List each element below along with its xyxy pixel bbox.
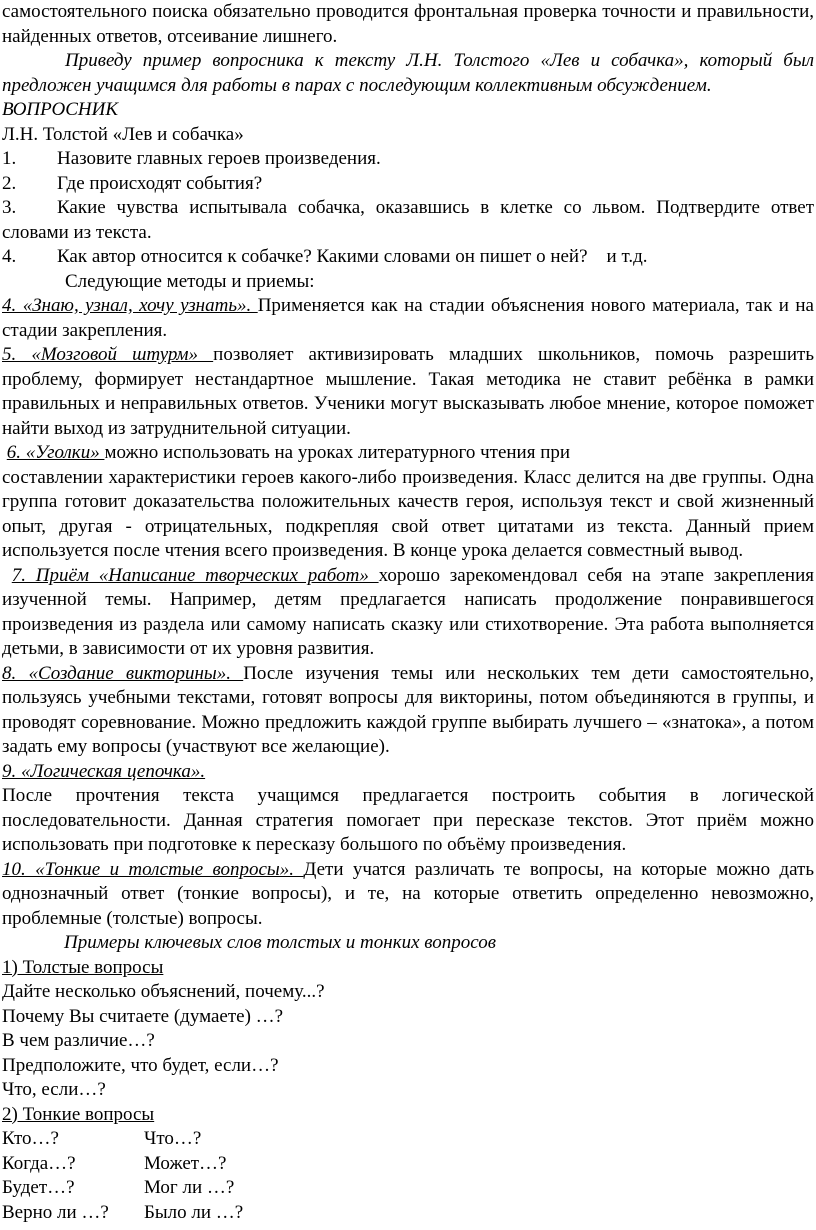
question-text: Какие чувства испытывала собачка, оказавшись в клетке со львом. Подтвердите ответ словами из текста. <box>2 197 814 243</box>
method-text: хорошо зарекомендовал себя на этапе закрепления изученной темы. Например, детям предлагается написать продолжение понравившегося произведения из раздела или самому написать сказку или стихотворение. Эта работа выполняется детьми, в зависимости от их уровня развития. <box>2 564 815 659</box>
examples-heading: Примеры ключевых слов толстых и тонких вопросов <box>64 932 496 953</box>
question-item <box>2 147 814 172</box>
thin-question-item: Кто…? <box>2 1128 59 1149</box>
question-item <box>2 172 814 197</box>
question-number: 4. <box>2 246 17 267</box>
method-paragraph-8 <box>2 662 814 760</box>
thin-question-item: Верно ли …? <box>2 1201 109 1223</box>
method-title: 9. «Логическая цепочка». <box>2 760 206 782</box>
method-paragraph-4 <box>2 294 814 343</box>
thin-question-item: Было ли …? <box>144 1201 244 1223</box>
method-title: 4. «Знаю, узнал, хочу узнать». <box>2 295 258 316</box>
thick-question-item: Дайте несколько объяснений, почему...? <box>2 981 325 1002</box>
thin-question-item: Будет…? <box>2 1177 75 1198</box>
method-text: После изучения темы или нескольких тем дети самостоятельно, пользуясь учебными текстами, готовят вопросы для викторины, потом объединяются в группы, и проводят соревнование. Можно предложить каждой группе выбирать лучшего – «знатока», а потом задать ему вопросы (участвуют все желающие). <box>2 662 814 757</box>
question-item <box>2 196 814 245</box>
thin-question-item: Мог ли …? <box>144 1177 235 1198</box>
thin-question-row <box>2 1152 814 1177</box>
question-text: Как автор относится к собачке? Какими словами он пишет о ней? и т.д. <box>57 246 648 267</box>
method-text: можно использовать на уроках литературного чтения при <box>104 442 571 463</box>
method-paragraph-10 <box>2 858 814 932</box>
thin-question-row <box>2 1176 814 1201</box>
thin-question-item: Когда…? <box>2 1152 76 1174</box>
thick-question-item: Почему Вы считаете (думаете) …? <box>2 1005 284 1027</box>
method-text: позволяет активизировать младших школьников, помочь разрешить проблему, формирует нестандартное мышление. Такая методика не ставит ребёнка в рамки правильных и неправильных ответов. Ученики могут высказывать любое мнение, которое поможет найти выход из затруднительной ситуации. <box>2 344 814 439</box>
next-methods-heading: Следующие методы и приемы: <box>65 270 315 292</box>
method-paragraph-9: После прочтения текста учащимся предлагается построить события в логической последовательности. Данная стратегия помогает при пересказе текстов. Этот приём можно использовать при подготовке к пересказу большого по объёму произведения. <box>2 785 814 855</box>
thick-question-item: Что, если…? <box>2 1079 106 1100</box>
question-number: 1. <box>2 148 17 169</box>
method-title: 6. «Уголки» <box>6 442 105 463</box>
thin-question-row <box>2 1201 814 1226</box>
thin-question-row <box>2 1127 814 1152</box>
thick-question-item: Предположите, что будет, если…? <box>2 1054 279 1076</box>
intro-tail-paragraph: самостоятельного поиска обязательно проводится фронтальная проверка точности и правильности, найденных ответов, отсеивание лишнего. <box>2 1 814 47</box>
questionnaire-title: Л.Н. Толстой «Лев и собачка» <box>2 123 244 145</box>
question-text: Где происходят события? <box>57 172 263 194</box>
question-text: Назовите главных героев произведения. <box>57 148 381 169</box>
method-title: 10. «Тонкие и толстые вопросы». <box>2 858 304 880</box>
method-title: 5. «Мозговой штурм» <box>2 344 214 365</box>
method-text: Применяется как на стадии объяснения нового материала, так и на стадии закрепления. <box>2 295 814 341</box>
thin-question-item: Что…? <box>144 1128 202 1149</box>
method-text: Дети учатся различать те вопросы, на которые можно дать однозначный ответ (тонкие вопросы), и те, на которые ответить определенно невозможно, проблемные (толстые) вопросы. <box>2 858 814 929</box>
method-title: 7. Приём «Написание творческих работ» <box>11 564 379 586</box>
method-paragraph-5 <box>2 343 814 441</box>
thin-question-item: Может…? <box>144 1152 227 1174</box>
example-intro-paragraph: Приведу пример вопросника к тексту Л.Н. Толстого «Лев и собачка», который был предложен учащимся для работы в парах с последующим коллективным обсуждением. <box>2 50 814 96</box>
question-number: 3. <box>2 197 17 218</box>
method-title-9 <box>2 760 814 785</box>
method-paragraph-7 <box>2 564 814 662</box>
thick-questions-heading: 1) Толстые вопросы <box>2 956 164 978</box>
thin-questions-heading: 2) Тонкие вопросы <box>2 1103 155 1125</box>
questionnaire-heading: ВОПРОСНИК <box>2 99 118 120</box>
method-paragraph-6-continued: составлении характеристики героев какого-либо произведения. Класс делится на две группы. Одна группа готовит доказательства положительных качеств героя, используя текст и свой жизненный опыт, другая - отрицательных, подкрепляя свой ответ цитатами из текста. Данный прием используется после чтения всего произведения. В конце урока делается совместный вывод. <box>2 466 814 561</box>
question-number: 2. <box>2 172 17 194</box>
method-paragraph-6 <box>2 441 814 466</box>
question-item <box>2 245 814 270</box>
thick-question-item: В чем различие…? <box>2 1030 155 1051</box>
method-title: 8. «Создание викторины». <box>2 662 244 684</box>
